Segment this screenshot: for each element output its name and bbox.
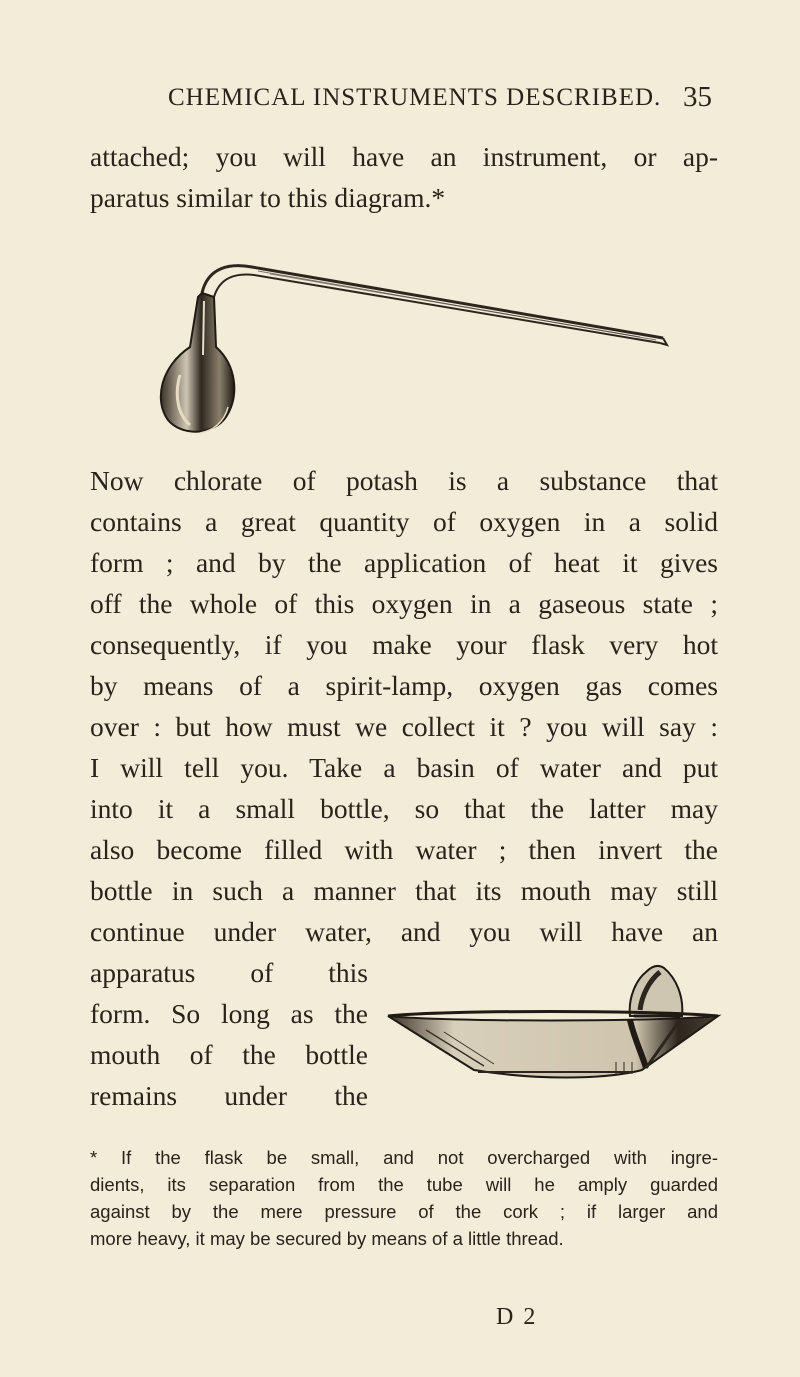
text-line: mouth of the bottle [90, 1039, 368, 1070]
text-line: Now chlorate of potash is a substance that [90, 465, 718, 496]
footnote-line: more heavy, it may be secured by means of a little thread. [90, 1228, 564, 1249]
running-title: CHEMICAL INSTRUMENTS DESCRIBED. [168, 84, 662, 111]
text-line: bottle in such a manner that its mouth may still [90, 875, 718, 906]
text-line: into it a small bottle, so that the latter may [90, 793, 718, 824]
running-header [90, 81, 712, 124]
text-line: continue under water, and you will have an [90, 916, 718, 947]
footnote-line: dients, its separation from the tube will he amply guarded [90, 1174, 718, 1195]
basin [388, 1012, 718, 1078]
text-line: off the whole of this oxygen in a gaseous state ; [90, 588, 718, 619]
flask [161, 293, 234, 433]
delivery-tube [202, 266, 667, 345]
text-line: also become filled with water ; then invert the [90, 834, 718, 865]
basin-figure [384, 958, 720, 1080]
flask-figure [140, 255, 680, 440]
footnote-line: * If the flask be small, and not overcharged with ingre- [90, 1147, 718, 1168]
footnote-line: against by the mere pressure of the cork ; if larger and [90, 1201, 718, 1222]
text-line: paratus similar to this diagram.* [90, 182, 446, 213]
text-line: consequently, if you make your flask very hot [90, 629, 718, 660]
text-line: form. So long as the [90, 998, 368, 1029]
page-number: 35 [683, 81, 712, 113]
signature-mark: D 2 [496, 1304, 538, 1330]
text-line: over : but how must we collect it ? you will say : [90, 711, 718, 742]
text-line: I will tell you. Take a basin of water and put [90, 752, 718, 783]
text-line: contains a great quantity of oxygen in a solid [90, 506, 718, 537]
text-line: form ; and by the application of heat it gives [90, 547, 718, 578]
text-line: attached; you will have an instrument, or ap- [90, 141, 718, 172]
text-line: apparatus of this [90, 957, 368, 988]
inverted-bottle [630, 966, 683, 1016]
text-line: by means of a spirit-lamp, oxygen gas comes [90, 670, 718, 701]
text-line: remains under the [90, 1080, 368, 1111]
